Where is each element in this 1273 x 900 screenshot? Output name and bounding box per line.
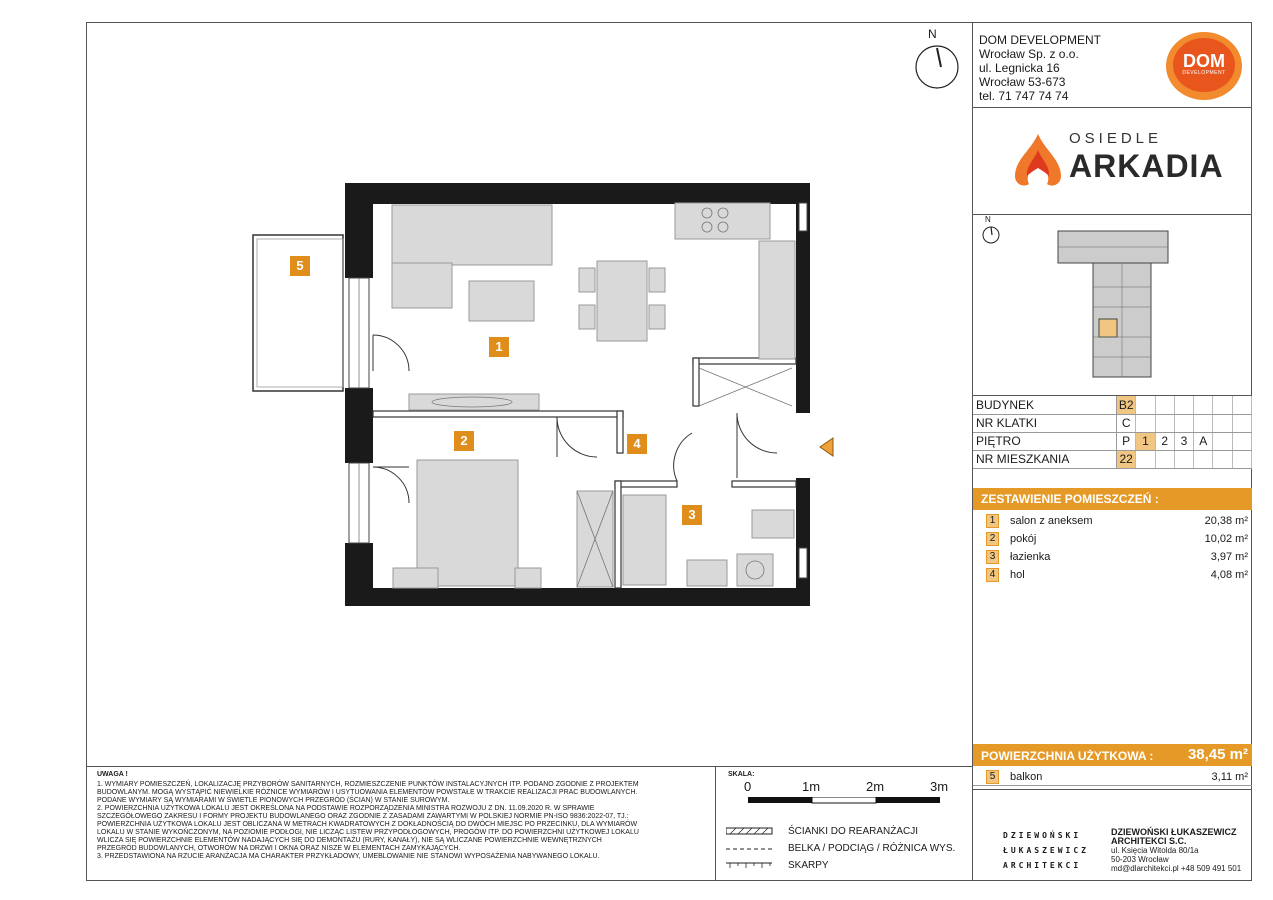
notes-block: UWAGA ! 1. WYMIARY POMIESZCZEŃ, LOKALIZACJĘ PRZYBORÓW SANITARNYCH, ROZMIESZCZENIE PUNKTÓW INSTALACYJNYCH ITP. PODANO ZGODNIE Z PROJEKTEM BUDOWLANYM. MOGĄ WYSTĄPIĆ NIEWIELKIE RÓŻNICE WYMIARÓW I USYTUOWANIA ELEMENTÓW POWSTAŁE W TRAKCIE REALIZACJI PRAC BUDOWLANYCH. PODANE WYMIARY SĄ WYMIARAMI W ŚWIETLE PIONOWYCH PRZEGRÓD (ŚCIAN) W STANIE SUROWYM. 2. POWIERZCHNIA UŻYTKOWA LOKALU JEST OKREŚLONA NA PODSTAWIE ROZPORZĄDZENIA MINISTRA ROZWOJU Z DN. 11.09.2020 R. W SPRAWIE SZCZEGÓŁOWEGO ZAKRESU I FORMY PROJEKTU BUDOWLANEGO ORAZ ZGODNIE Z ZASADAMI ZAWARTYMI W POLSKIEJ NORMIE PN-ISO 9836:2022-07, TJ.: POWIERZCHNIA UŻYTKOWA LOKALU JEST OBLICZANA W METRACH KWADRATOWYCH Z DOKŁADNOŚCIĄ DO DWÓCH MIEJSC PO PRZECINKU, DLA WYMIARÓW LOKALU W STANIE WYKOŃCZONYM, NA POZIOMIE PODŁOGI, NIE LICZĄC LISTEW PRZYPODŁOGOWYCH, PROGÓW ITP. DO POWIERZCHNI UŻYTKOWEJ LOKALU WLICZA SIĘ POWIERZCHNIE ELEMENTÓW NADAJĄCYCH SIĘ DO DEMONTAŻU (RURY, KANAŁY), NIE SĄ WLICZANE POWIERZCHNIE WEWNĘTRZNYCH PRZEGRÓD BUDOWLANYCH, OTWORÓW NA DRZWI I OKNA ORAZ NISZE W ELEMENTACH ZAMYKAJĄCYCH. 3. PRZEDSTAWIONA NA RZUCIE ARANŻACJA MA CHARAKTER PRZYKŁADOWY, UMEBLOWANIE NIE STANOWI WYPOSAŻENIA NABYWANEGO LOKALU. <box>87 766 716 880</box>
balcony-row: 5 balkon 3,11 m² <box>973 768 1252 786</box>
note-line: LOKALU W STANIE WYKOŃCZONYM, NA POZIOMIE PODŁOGI, NIE LICZĄC LISTEW PRZYPODŁOGOWYCH, PROGÓW ITP. DO POWIERZCHNI UŻYTKOWEJ LOKALU <box>97 829 639 836</box>
floor-option: 3 <box>1174 432 1193 450</box>
key-compass-icon <box>981 225 1001 245</box>
rooms-header: ZESTAWIENIE POMIESZCZEŃ : <box>973 488 1252 510</box>
estate-brand <box>973 108 1252 215</box>
floor-option: P <box>1117 432 1136 450</box>
note-line: SZCZEGÓŁOWEGO ZAKRESU I FORMY PROJEKTU BUDOWLANEGO ORAZ ZGODNIE Z ZASADAMI ZAWARTYMI W POLSKIEJ NORMIE PN-ISO 9836:2022-07, TJ.: <box>97 813 629 820</box>
note-line: POWIERZCHNIA UŻYTKOWA LOKALU JEST OBLICZANA W METRACH KWADRATOWYCH Z DOKŁADNOŚCIĄ DO DWÓCH MIEJSC PO PRZECINKU, DLA WYMIARÓW <box>97 821 638 828</box>
note-line: 1. WYMIARY POMIESZCZEŃ, LOKALIZACJĘ PRZYBORÓW SANITARNYCH, ROZMIESZCZENIE PUNKTÓW INSTALACYJNYCH ITP. PODANO ZGODNIE Z PROJEKTEM <box>97 781 639 788</box>
compass-north-label: N <box>928 27 937 41</box>
estate-small-title: OSIEDLE <box>1069 130 1163 147</box>
estate-big-title: ARKADIA <box>1069 148 1224 184</box>
room-row: 4 hol 4,08 m² <box>973 566 1252 584</box>
building-value: B2 <box>1117 396 1136 414</box>
note-line: WLICZA SIĘ POWIERZCHNIE ELEMENTÓW NADAJĄCYCH SIĘ DO DEMONTAŻU (RURY, KANAŁY), NIE SĄ WLICZANE POWIERZCHNIE WEWNĘTRZNYCH <box>97 837 602 844</box>
apartment-info-table <box>973 396 1252 469</box>
legend-block: SKALA: 0 1m 2m 3m ŚCIANKI DO REARANŻACJI BELKA / PODCIĄG / RÓŻNICA WYS. SKARPY <box>716 766 972 880</box>
dom-development-logo: DOM DEVELOPMENT <box>1163 29 1245 103</box>
legend-label: SKARPY <box>788 860 829 871</box>
stairwell-value: C <box>1117 414 1136 432</box>
building-row: BUDYNEK B2 <box>973 396 1252 414</box>
note-line: PRZEGRÓD BUDOWLANYCH, OTWORÓW NA DRZWI I OKNA ORAZ NISZE W ELEMENTACH ZAMYKAJĄCYCH. <box>97 845 461 852</box>
developer-block <box>973 23 1252 108</box>
developer-name: DOM DEVELOPMENT <box>979 33 1102 47</box>
key-plan-icon <box>1053 227 1173 387</box>
room-tag-5: 5 <box>290 256 310 276</box>
architect-block: DZIEWOŃSKI ŁUKASZEWICZ ARCHITEKCI DZIEWOŃSKI ŁUKASZEWICZ ARCHITEKCI S.C. ul. Księcia Witolda 80/1a 50-203 Wrocław md@dlarchitekci.pl +48 509 491 501 <box>973 789 1252 880</box>
apartment-number-row: NR MIESZKANIA 22 <box>973 450 1252 468</box>
note-line: 2. POWIERZCHNIA UŻYTKOWA LOKALU JEST OKREŚLONA NA PODSTAWIE ROZPORZĄDZENIA MINISTRA ROZWOJU Z DN. 11.09.2020 R. W SPRAWIE <box>97 805 595 812</box>
room-tag-2: 2 <box>454 431 474 451</box>
room-row: 2 pokój 10,02 m² <box>973 530 1252 548</box>
room-row: 1 salon z aneksem 20,38 m² <box>973 512 1252 530</box>
scale-bar <box>748 797 943 805</box>
compass-icon <box>916 46 958 88</box>
stairwell-row: NR KLATKI C <box>973 414 1252 432</box>
total-area-bar: POWIERZCHNIA UŻYTKOWA : 38,45 m² <box>973 744 1252 766</box>
floor-plan-drawing <box>87 23 972 766</box>
architect-logo: DZIEWOŃSKI ŁUKASZEWICZ ARCHITEKCI <box>1003 831 1089 870</box>
room-tag-1: 1 <box>489 337 509 357</box>
floor-option: 2 <box>1155 432 1174 450</box>
legend-label: ŚCIANKI DO REARANŻACJI <box>788 826 919 837</box>
floor-option-selected: 1 <box>1136 432 1155 450</box>
developer-city: Wrocław 53-673 <box>979 75 1066 89</box>
floor-option: A <box>1194 432 1213 450</box>
apartment-number-value: 22 <box>1117 450 1136 468</box>
floor-plan <box>87 23 972 766</box>
room-tag-3: 3 <box>682 505 702 525</box>
note-line: 3. PRZEDSTAWIONA NA RZUCIE ARANŻACJA MA CHARAKTER PRZYKŁADOWY, UMEBLOWANIE NIE STANOWI WYPOSAŻENIA NABYWANEGO LOKALU. <box>97 853 600 860</box>
note-line: PODANE WYMIARY SĄ WYMIARAMI W ŚWIETLE PIONOWYCH PRZEGRÓD (ŚCIAN) W STANIE SUROWYM. <box>97 797 450 804</box>
developer-phone: tel. 71 747 74 74 <box>979 89 1069 103</box>
room-tag-4: 4 <box>627 434 647 454</box>
floor-row: PIĘTRO P 1 2 3 A <box>973 432 1252 450</box>
slope-icon <box>726 861 774 869</box>
furniture <box>392 203 795 588</box>
beam-icon <box>726 847 774 851</box>
rooms-list <box>973 512 1252 584</box>
room-row: 3 łazienka 3,97 m² <box>973 548 1252 566</box>
side-panel <box>972 23 1251 880</box>
arkadia-flame-icon <box>1011 132 1065 190</box>
note-line: BUDOWLANYM. MOGĄ WYSTĄPIĆ NIEWIELKIE RÓŻNICE WYMIARÓW I USYTUOWANIA ELEMENTÓW POWSTAŁE W TRAKCIE REALIZACJI PRAC BUDOWLANYCH. <box>97 789 638 796</box>
developer-street: ul. Legnicka 16 <box>979 61 1060 75</box>
building-key-plan: N <box>973 215 1252 396</box>
developer-company: Wrocław Sp. z o.o. <box>979 47 1079 61</box>
legend-label: BELKA / PODCIĄG / RÓŻNICA WYS. <box>788 843 956 854</box>
rearrange-wall-icon <box>726 827 774 835</box>
total-area-value: 38,45 m² <box>1187 746 1248 763</box>
